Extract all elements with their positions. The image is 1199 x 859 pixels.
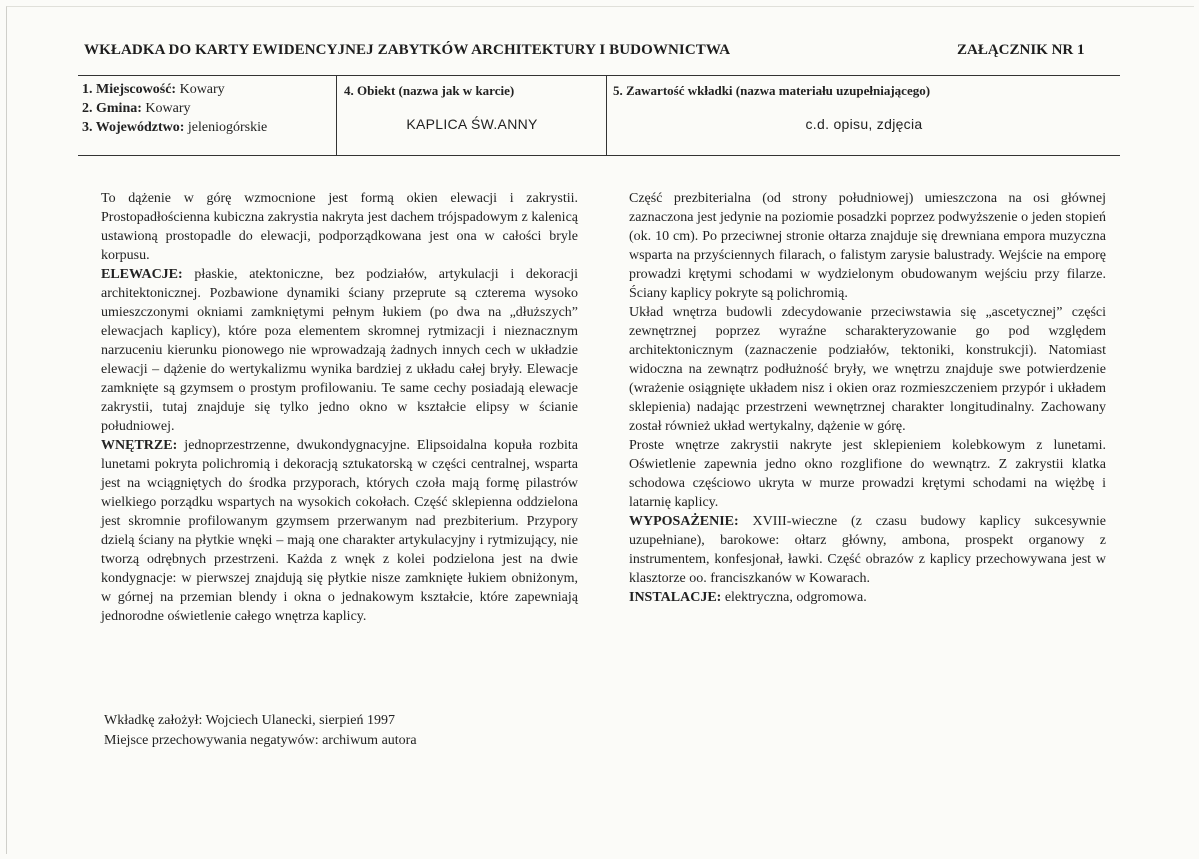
object-cell [336, 76, 607, 155]
document-title: WKŁADKA DO KARTY EWIDENCYJNEJ ZABYTKÓW ARCHITEKTURY I BUDOWNICTWA [84, 42, 731, 58]
wnetrze-text: jednoprzestrzenne, dwukondygnacyjne. Elipsoidalna kopuła rozbita lunetami pokryta polichromią i dekoracją sztukatorską w części centralnej, wsparta jest na wciągniętych do środka przyporach, których czoła mają formę pilastrów wielkiego porządku wspartych na wysokich cokołach. Część sklepienna oddzielona jest skromnie profilowanym gzymsem przerwanym nad prezbiterium. Przypory dzielą ściany na płytkie wnęki – mają one charakter artykulacyjny i rytmizujący, nie tworzą odrębnych przestrzeni. Każda z wnęk z kolei podzielona jest na dwie kondygnacje: w pierwszej znajdują się płytkie nisze zamknięte łukiem obniżonym, w górnej na przemian blendy i okna o jednakowym kształcie, które zapewniają jednorodne oświetlenie całego wnętrza kaplicy. [101, 438, 578, 624]
wyposazenie-text: XVIII-wieczne (z czasu budowy kaplicy sukcesywnie uzupełniane), barokowe: ołtarz główny, ambona, prospekt organowy z instrumentem, konfesjonał, ławki. Część obrazów z kaplicy przechowywana jest w klasztorze oo. franciszkanów w Kowarach. [629, 514, 1106, 586]
sacristy-paragraph: Proste wnętrze zakrystii nakryte jest sklepieniem kolebkowym z lunetami. Oświetlenie zapewnia jedno okno rozglifione do wewnątrz. Z zakrystii klatka schodowa częściowo ukryta w murze prowadzi krętymi schodami na więżbę i latarnię kaplicy. [629, 438, 1106, 510]
founder-line: Wkładkę założył: Wojciech Ulanecki, sierpień 1997 [104, 713, 395, 728]
voivodeship-line [82, 120, 267, 136]
commune-line [82, 101, 191, 117]
intro-paragraph: To dążenie w górę wzmocnione jest formą okien elewacji i zakrystii. Prostopadłościenna kubiczna zakrystia nakryta jest dachem trójspadowym z kalenicą ustawioną prostopadle do elewacji, podporządkowana jest ona w całości bryle korpusu. [101, 191, 578, 263]
wyposazenie-paragraph [629, 512, 1106, 588]
town-value: Kowary [179, 82, 225, 97]
prezbiterium-paragraph: Część prezbiterialna (od strony południowej) umieszczona na osi głównej zaznaczona jest jedynie na poziomie posadzki poprzez podwyższenie o jeden stopień (ok. 10 cm). Po przeciwnej stronie ołtarza znajduje się drewniana empora muzyczna wsparta na przyściennych filarach, o falistym zarysie balustrady. Wejście na emporę prowadzi krętymi schodami w wydzielonym obudowanym wejściu przy filarze. Ściany kaplicy pokryte są polichromią. [629, 191, 1106, 301]
town-line [82, 82, 225, 98]
info-table [78, 75, 1120, 156]
commune-value: Kowary [145, 101, 191, 116]
attachment-number: ZAŁĄCZNIK NR 1 [957, 42, 1085, 58]
wnetrze-heading: WNĘTRZE: [101, 438, 178, 453]
wyposazenie-heading: WYPOSAŻENIE: [629, 514, 739, 529]
elewacje-heading: ELEWACJE: [101, 267, 183, 282]
wnetrze-paragraph [101, 436, 578, 626]
commune-label: 2. Gmina: [82, 101, 142, 116]
right-column [629, 189, 1106, 607]
contents-label: 5. Zawartość wkładki (nazwa materiału uzupełniającego) [613, 83, 931, 98]
instalacje-heading: INSTALACJE: [629, 590, 722, 605]
interior-layout-paragraph: Układ wnętrza budowli zdecydowanie przeciwstawia się „ascetycznej” części zewnętrznej poprzez wyraźne scharakteryzowanie go pod względem architektonicznym (zaznaczenie podziałów, tektoniki, konstrukcji). Natomiast widoczna na zewnątrz podłużność bryły, we wnętrzu znajduje swe potwierdzenie (wrażenie osiągnięte układem nisz i okien oraz rozmieszczeniem przypór i układem sklepienia) nadając przestrzeni wewnętrznej charakter longitudinalny. Zachowany został również układ wertykalny, dążenie w górę. [629, 305, 1106, 434]
elewacje-paragraph [101, 265, 578, 436]
negatives-location-line: Miejsce przechowywania negatywów: archiwum autora [104, 733, 417, 748]
voivodeship-value: jeleniogórskie [187, 120, 268, 135]
object-value: KAPLICA ŚW.ANNY [406, 116, 538, 132]
town-label: 1. Miejscowość: [82, 82, 177, 97]
object-label: 4. Obiekt (nazwa jak w karcie) [344, 83, 515, 98]
contents-value: c.d. opisu, zdjęcia [805, 116, 923, 132]
voivodeship-label: 3. Województwo: [82, 120, 185, 135]
location-cell [78, 76, 336, 155]
instalacje-text: elektryczna, odgromowa. [721, 590, 867, 605]
instalacje-paragraph [629, 588, 1106, 607]
contents-cell [606, 76, 1121, 155]
elewacje-text: płaskie, atektoniczne, bez podziałów, artykulacji i dekoracji architektonicznej. Pozbawione dynamiki ściany przeprute są czterema wysoko umieszczonymi okniami zamkniętymi pełnym łukiem (po dwa na „dłuższych” elewacjach kaplicy), które poza elementem skromnej rytmizacji i nieznacznym narzuceniu kierunku pionowego nie wprowadzają żadnych innych cech w układzie elewacji – dążenie do wertykalizmu wynika bardziej z układu całej bryły. Elewacje zamknięte są gzymsem o prostym profilowaniu. Te same cechy posiadają elewacje zakrystii, tutaj znajduje się tylko jedno okno w kształcie elipsy w ścianie południowej. [101, 267, 578, 434]
left-column [101, 189, 578, 626]
